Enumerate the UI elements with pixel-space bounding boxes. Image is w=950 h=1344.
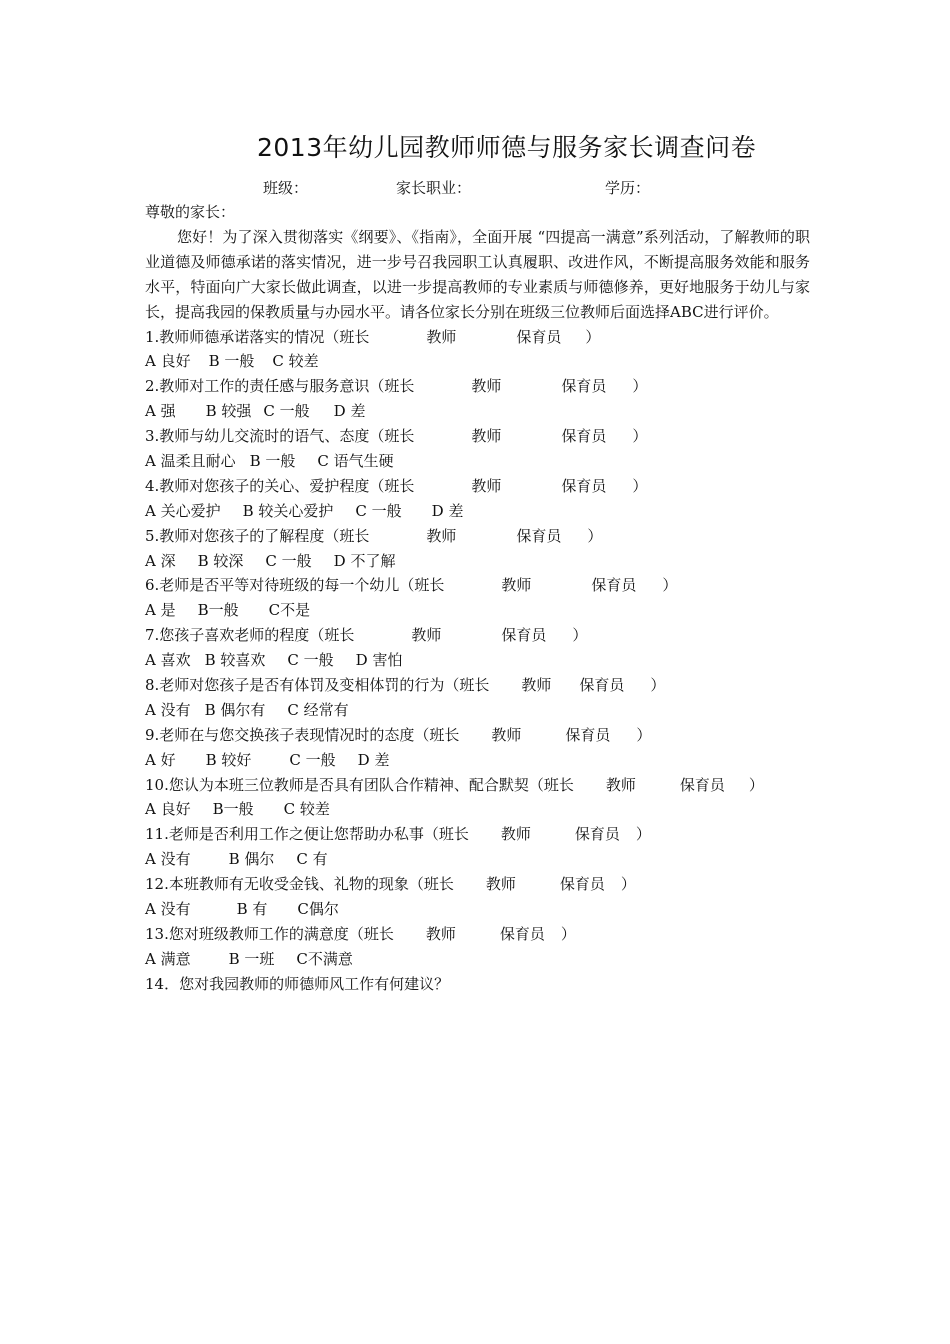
paren-close: ） [620, 875, 636, 894]
option: D 差 [431, 501, 464, 520]
option: C 较差 [272, 352, 319, 371]
paren-close: ） [650, 675, 666, 694]
nurse-label: 保育员 [565, 725, 611, 744]
question-7 [145, 623, 810, 648]
teacher-label: 教师 [605, 775, 636, 794]
intro-paragraph: 您好！为了深入贯彻落实《纲要》、《指南》，全面开展 “四提高一满意”系列活动，了解教师的职业道德及师德承诺的落实情况，进一步号召我园职工认真履职、改进作风，不断提高服务效能和服务水平，特面向广大家长做此调查，以进一步提高教师的专业素质与师德修养，更好地服务于幼儿与家长，提高我园的保教质量与办园水平。请各位家长分别在班级三位教师后面选择ABC进行评价。 [145, 227, 810, 321]
nurse-label: 保育员 [561, 476, 607, 495]
teacher-label: 教师 [471, 427, 502, 446]
question-5 [145, 524, 810, 549]
option: A 好 [145, 750, 176, 769]
options-9 [145, 748, 810, 773]
question-text: 7.您孩子喜欢老师的程度（班长 [145, 626, 355, 645]
option: B 一般 [249, 451, 296, 470]
question-12 [145, 872, 810, 897]
option: C不满意 [296, 949, 353, 968]
options-4 [145, 499, 810, 524]
class-label: 班级： [263, 179, 309, 197]
paren-close: ） [587, 526, 603, 545]
option: A 温柔且耐心 [145, 451, 236, 470]
teacher-label: 教师 [471, 476, 502, 495]
document-title: 2013年幼儿园教师师德与服务家长调查问卷 [257, 133, 757, 162]
option: A 良好 [145, 352, 191, 371]
option: C 一般 [263, 402, 310, 421]
question-text: 8.老师对您孩子是否有体罚及变相体罚的行为（班长 [145, 675, 490, 694]
teacher-label: 教师 [411, 626, 442, 645]
nurse-label: 保育员 [579, 675, 625, 694]
question-text: 3.教师与幼儿交流时的语气、态度（班长 [145, 427, 415, 446]
paren-close: ） [560, 924, 576, 943]
option: A 喜欢 [145, 651, 191, 670]
nurse-label: 保育员 [501, 626, 547, 645]
question-14: 14．您对我园教师的师德师风工作有何建议？ [145, 974, 450, 993]
nurse-label: 保育员 [559, 875, 605, 894]
question-10 [145, 773, 810, 798]
option: D 不了解 [333, 551, 396, 570]
option: A 深 [145, 551, 176, 570]
option: B 较关心爱护 [242, 501, 334, 520]
nurse-label: 保育员 [561, 427, 607, 446]
option: B一般 [197, 601, 239, 620]
nurse-label: 保育员 [516, 327, 562, 346]
option: A 没有 [145, 700, 191, 719]
option: C 较差 [283, 800, 330, 819]
question-text: 6.老师是否平等对待班级的每一个幼儿（班长 [145, 576, 445, 595]
option: A 良好 [145, 800, 191, 819]
option: D 差 [357, 750, 390, 769]
paren-close: ） [632, 476, 648, 495]
option: C 有 [296, 850, 328, 869]
options-7 [145, 648, 810, 673]
option: A 关心爱护 [145, 501, 221, 520]
options-10 [145, 797, 810, 822]
option: B 有 [236, 900, 268, 918]
options-6 [145, 598, 810, 623]
question-2 [145, 374, 810, 399]
question-9 [145, 723, 810, 748]
question-text: 9.老师在与您交换孩子表现情况时的态度（班长 [145, 725, 460, 744]
paren-close: ） [748, 775, 764, 794]
options-11 [145, 847, 810, 872]
option: C 经常有 [287, 700, 349, 719]
options-3 [145, 449, 810, 474]
teacher-label: 教师 [471, 377, 502, 396]
teacher-label: 教师 [426, 526, 457, 545]
options-8 [145, 698, 810, 723]
option: A 没有 [145, 900, 191, 918]
option: A 强 [145, 402, 176, 421]
option: D 差 [333, 402, 366, 421]
document-body [145, 200, 810, 997]
greeting: 尊敬的家长： [145, 203, 236, 221]
paren-close: ） [635, 825, 651, 844]
nurse-label: 保育员 [591, 576, 637, 595]
education-label: 学历： [605, 179, 651, 197]
paren-close: ） [585, 327, 601, 346]
question-1 [145, 325, 810, 350]
nurse-label: 保育员 [516, 526, 562, 545]
question-text: 4.教师对您孩子的关心、爱护程度（班长 [145, 476, 415, 495]
question-3 [145, 424, 810, 449]
option: B 较深 [197, 551, 244, 570]
question-text: 13.您对班级教师工作的满意度（班长 [145, 924, 394, 943]
teacher-label: 教师 [425, 924, 456, 943]
option: D 害怕 [355, 651, 403, 670]
options-5 [145, 549, 810, 574]
option: C 一般 [287, 651, 334, 670]
question-11 [145, 822, 810, 847]
question-text: 10.您认为本班三位教师是否具有团队合作精神、配合默契（班长 [145, 775, 574, 794]
question-13 [145, 922, 810, 947]
option: C 一般 [265, 551, 312, 570]
option: B 一般 [208, 352, 255, 371]
option: B一般 [212, 800, 254, 819]
question-text: 12.本班教师有无收受金钱、礼物的现象（班长 [145, 875, 454, 894]
question-4 [145, 474, 810, 499]
paren-close: ） [572, 626, 588, 645]
teacher-label: 教师 [501, 576, 532, 595]
paren-close: ） [632, 427, 648, 446]
question-8 [145, 673, 810, 698]
option: A 是 [145, 601, 176, 620]
option: A 没有 [145, 850, 191, 869]
option: B 较喜欢 [204, 651, 266, 670]
teacher-label: 教师 [426, 327, 457, 346]
teacher-label: 教师 [500, 825, 531, 844]
nurse-label: 保育员 [499, 924, 545, 943]
teacher-label: 教师 [491, 725, 522, 744]
question-text: 5.教师对您孩子的了解程度（班长 [145, 526, 370, 545]
option: C 一般 [355, 501, 402, 520]
option: B 偶尔 [228, 850, 275, 869]
option: C 语气生硬 [317, 451, 394, 470]
options-13 [145, 947, 810, 972]
option: C偶尔 [297, 900, 339, 918]
options-1 [145, 349, 810, 374]
question-6 [145, 573, 810, 598]
option: C不是 [268, 601, 311, 620]
teacher-label: 教师 [521, 675, 552, 694]
nurse-label: 保育员 [561, 377, 607, 396]
options-12 [145, 897, 810, 922]
option: B 较好 [205, 750, 252, 769]
option: B 一班 [228, 949, 275, 968]
option: B 较强 [205, 402, 252, 421]
parent-job-label: 家长职业： [396, 179, 472, 197]
nurse-label: 保育员 [574, 825, 620, 844]
paren-close: ） [632, 377, 648, 396]
options-2 [145, 399, 810, 424]
info-row [0, 176, 950, 200]
option: C 一般 [289, 750, 336, 769]
question-text: 1.教师师德承诺落实的情况（班长 [145, 327, 370, 346]
paren-close: ） [636, 725, 652, 744]
question-text: 2.教师对工作的责任感与服务意识（班长 [145, 377, 415, 396]
nurse-label: 保育员 [679, 775, 725, 794]
question-text: 11.老师是否利用工作之便让您帮助办私事（班长 [145, 825, 469, 844]
teacher-label: 教师 [485, 875, 516, 894]
option: B 偶尔有 [204, 700, 266, 719]
option: A 满意 [145, 949, 191, 968]
paren-close: ） [662, 576, 678, 595]
